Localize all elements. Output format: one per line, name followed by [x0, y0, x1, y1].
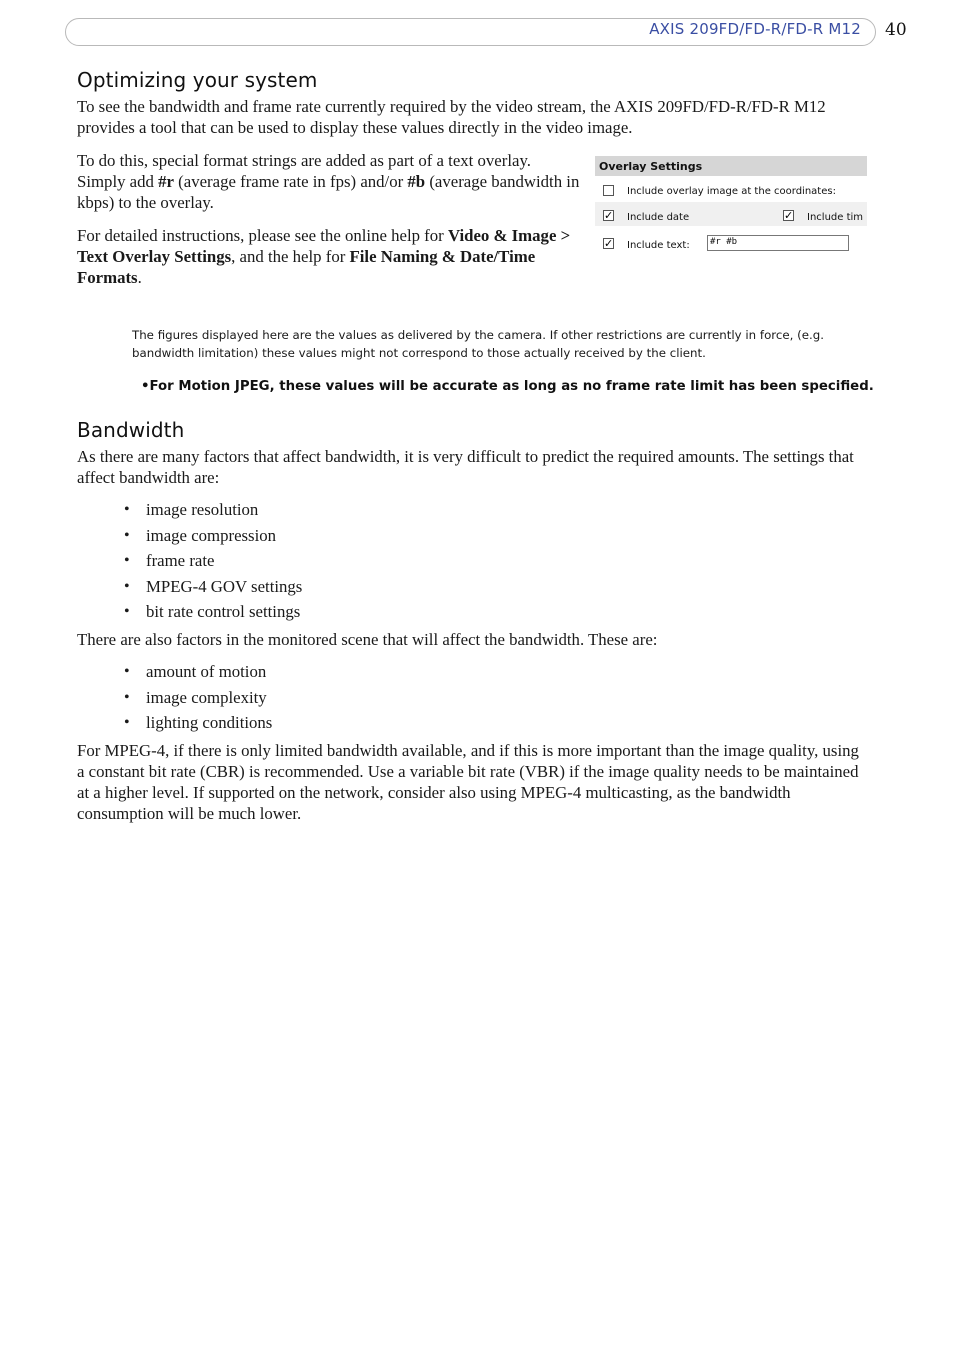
text-run: (average bandwidth in kbps) to the overlay. [77, 172, 580, 212]
scene-intro: There are also factors in the monitored scene that will affect the bandwidth. These are: [77, 629, 658, 649]
overlay-image-label: Include overlay image at the coordinates: [627, 186, 836, 197]
text-run: To do this, special format strings are added as part of a text overlay. Simply add [77, 151, 531, 191]
menu-path: File Naming & Date/Time Formats [77, 247, 536, 287]
list-item: • amount of motion [124, 659, 867, 685]
list-item: • image resolution [124, 497, 867, 523]
include-time-label: Include tim [807, 212, 864, 223]
text-run: For detailed instructions, please see the online help for [77, 226, 448, 245]
product-name: AXIS 209FD/FD-R/FD-R M12 [649, 20, 861, 38]
include-date-checkbox[interactable]: ✓ [604, 209, 614, 222]
intro-paragraph: To see the bandwidth and frame rate currently required by the video stream, the AXIS 209FD/FD-R/FD-R M12 provides a tool that can be used to display these values directly in the video image. [77, 97, 826, 137]
section-bandwidth [77, 418, 867, 824]
closing-paragraph: For MPEG-4, if there is only limited bandwidth available, and if this is more important than the image quality, using a constant bit rate (CBR) is recommended. Use a variable bit rate (VBR) if the image quality needs to be maintained at a higher level. If supported on the network, consider also using MPEG-4 multicasting, as the bandwidth consumption will be much lower. [77, 740, 859, 823]
list-item: • lighting conditions [124, 710, 867, 736]
scene-factors-list [124, 659, 867, 736]
list-item: • frame rate [124, 548, 867, 574]
list-item: • MPEG-4 GOV settings [124, 574, 867, 600]
list-item: • image complexity [124, 685, 867, 711]
text-run: (average frame rate in fps) and/or [173, 172, 408, 191]
list-item: • bit rate control settings [124, 599, 867, 625]
include-date-label: Include date [627, 212, 690, 223]
format-code: #b [407, 172, 426, 191]
include-text-checkbox[interactable]: ✓ [604, 237, 614, 250]
instructions-column [77, 150, 582, 288]
note-bullet: •For Motion JPEG, these values will be accurate as long as no frame rate limit has been specified. [141, 379, 874, 394]
section-title: Optimizing your system [77, 68, 318, 92]
overlay-text-input[interactable]: #r #b [707, 235, 849, 251]
include-text-label: Include text: [627, 240, 690, 251]
section-title: Bandwidth [77, 418, 185, 442]
text-run: , and the help for [231, 247, 350, 266]
include-time-checkbox[interactable]: ✓ [784, 209, 794, 222]
note-text: The figures displayed here are the values as delivered by the camera. If other restrictions are currently in force, (e.g. bandwidth limitation) these values might not correspond to those actually received by the client. [132, 328, 824, 360]
page-number: 40 [885, 20, 907, 40]
settings-list [124, 497, 867, 625]
two-column-block [77, 150, 867, 310]
list-item: • image compression [124, 523, 867, 549]
menu-path: Video & Image > Text Overlay Settings [77, 226, 571, 266]
help-reference-paragraph [77, 225, 582, 288]
bandwidth-intro: As there are many factors that affect bandwidth, it is very difficult to predict the required amounts. The settings that affect bandwidth are: [77, 447, 854, 487]
format-strings-paragraph [77, 150, 582, 213]
section-optimizing [77, 68, 867, 310]
overlay-settings-title: Overlay Settings [595, 156, 867, 176]
format-code: #r [158, 172, 174, 191]
text-run: . [137, 268, 142, 287]
